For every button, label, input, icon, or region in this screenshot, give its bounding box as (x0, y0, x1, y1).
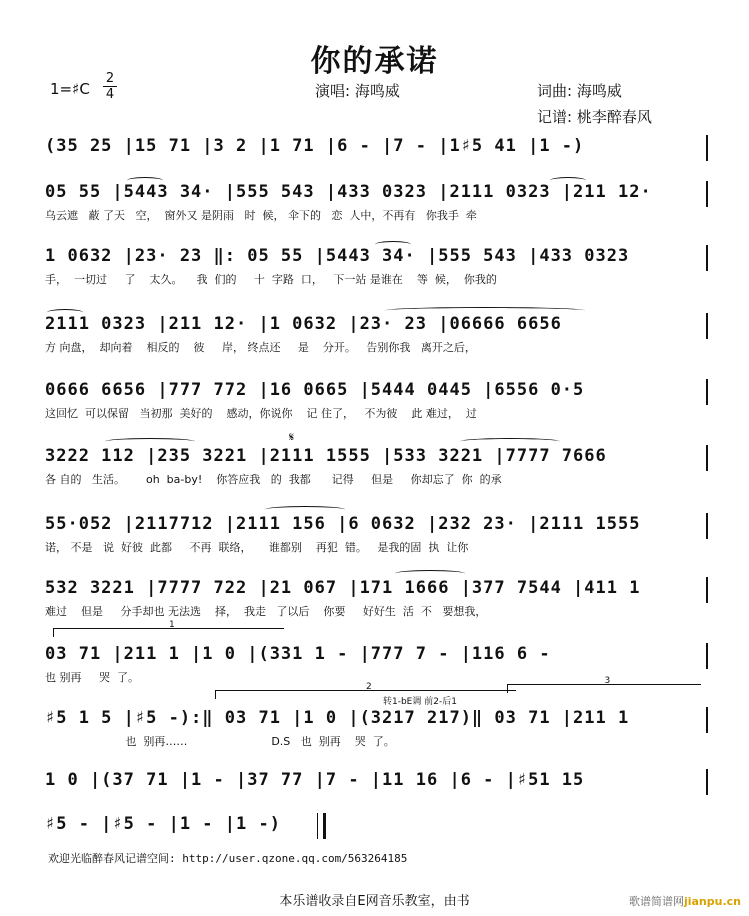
notation-line: 3222 112 |235 3221 |2111 1555 |533 3221 |7777 7666 (45, 446, 607, 466)
notation-line: 1 0 |(37 71 |1 - |37 77 |7 - |11 16 |6 - |♯51 15 (45, 770, 585, 790)
segno-sign: 𝄋 (289, 430, 295, 444)
notation-line: 03 71 |211 1 |1 0 |(331 1 - |777 7 - |116 6 - (45, 644, 551, 664)
time-signature-bottom: 4 (105, 87, 115, 102)
time-signature (103, 72, 117, 101)
barline (706, 577, 708, 603)
lyric-line: 诺， 不是 说 好彼 此都 不再 联络， 谁都别 再犯 错。 是我的固 执 让你 (45, 541, 469, 554)
notation-line: 2111 0323 |211 12· |1 0632 |23· 23 |06666 6656 (45, 314, 562, 334)
volta-bracket-3 (507, 676, 701, 693)
lyric-line: 各 自的 生活。 oh ba-by! 你答应我 的 我都 记得 但是 你却忘了 你 的承 (45, 473, 502, 486)
site-watermark (629, 893, 741, 909)
watermark-prefix: 歌谱简谱网 (628, 895, 684, 908)
barline (706, 379, 708, 405)
barline (706, 135, 708, 161)
barline (706, 445, 708, 471)
time-signature-top: 2 (105, 71, 115, 86)
barline (706, 513, 708, 539)
notation-line: (35 25 |15 71 |3 2 |1 71 |6 - |7 - |1♯5 41 |1 -) (45, 136, 585, 156)
notation-line: 1 0632 |23· 23 ‖: 05 55 |5443 34· |555 543 |433 0323 (45, 246, 630, 266)
notation-line: ♯5 1 5 |♯5 -):‖ 03 71 |1 0 |(3217 217)‖ 03 71 |211 1 (45, 708, 630, 728)
key-change-note: 转1-bE调 前2-后1 (383, 697, 457, 707)
lyric-line: 这回忆 可以保留 当初那 美好的 感动，你说你 记 住了， 不为彼 此 难过， 过 (45, 407, 477, 420)
volta-number: 2 (366, 682, 372, 692)
barline (706, 643, 708, 669)
source-note: 本乐谱收录自E网音乐教室，由书 (279, 894, 470, 909)
final-barline (317, 813, 326, 839)
notation-line: 0666 6656 |777 772 |16 0665 |5444 0445 |6556 0·5 (45, 380, 585, 400)
barline (706, 707, 708, 733)
lyric-line: 也 别再…… D.S 也 别再 哭 了。 (45, 735, 395, 748)
notation-line: 05 55 |5443 34· |555 543 |433 0323 |2111 0323 |211 12· (45, 182, 652, 202)
lyric-line: 方 向盘， 却向着 相反的 彼 岸， 终点还 是 分开。 告别你我 离开之后， (45, 341, 476, 354)
volta-bracket-1 (53, 620, 284, 637)
watermark-site: jianpu.cn (683, 895, 741, 908)
lyric-line: 乌云遮 蔽 了天 空， 窗外又 是阴雨 时 候， 伞下的 恋 人中，不再有 你我手 牵 (45, 209, 477, 222)
barline (706, 769, 708, 795)
transcriber-credit: 记谱: 桃李醉春风 (537, 108, 652, 126)
barline (706, 245, 708, 271)
lyric-line: 手， 一切过 了 太久。 我 们的 十 字路 口， 下一站 是谁在 等 候， 你我的 (45, 273, 497, 286)
volta-number: 1 (169, 620, 175, 630)
composer-credit: 词曲: 海鸣威 (537, 82, 622, 100)
footer-visit-link[interactable]: 欢迎光临醉春风记谱空间: http://user.qzone.qq.com/563264185 (48, 852, 408, 865)
lyric-line: 难过 但是 分手却也 无法选 择， 我走 了以后 你要 好好生 活 不 要想我， (45, 605, 487, 618)
lyric-line (45, 162, 700, 178)
key-signature: 1=♯C (50, 80, 90, 98)
lyric-line: 也 别再 哭 了。 (45, 671, 139, 684)
singer-credit: 演唱: 海鸣威 (315, 82, 400, 100)
notation-line: 55·052 |2117712 |2111 156 |6 0632 |232 23· |2111 1555 (45, 514, 641, 534)
volta-bracket-2 (215, 682, 516, 699)
song-title: 你的承诺 (310, 44, 439, 79)
volta-number: 3 (604, 676, 611, 686)
notation-line: ♯5 - |♯5 - |1 - |1 -) (45, 814, 281, 834)
lyric-line (45, 796, 700, 812)
barline (706, 313, 708, 339)
barline (706, 181, 708, 207)
notation-line: 532 3221 |7777 722 |21 067 |171 1666 |377 7544 |411 1 (45, 578, 641, 598)
